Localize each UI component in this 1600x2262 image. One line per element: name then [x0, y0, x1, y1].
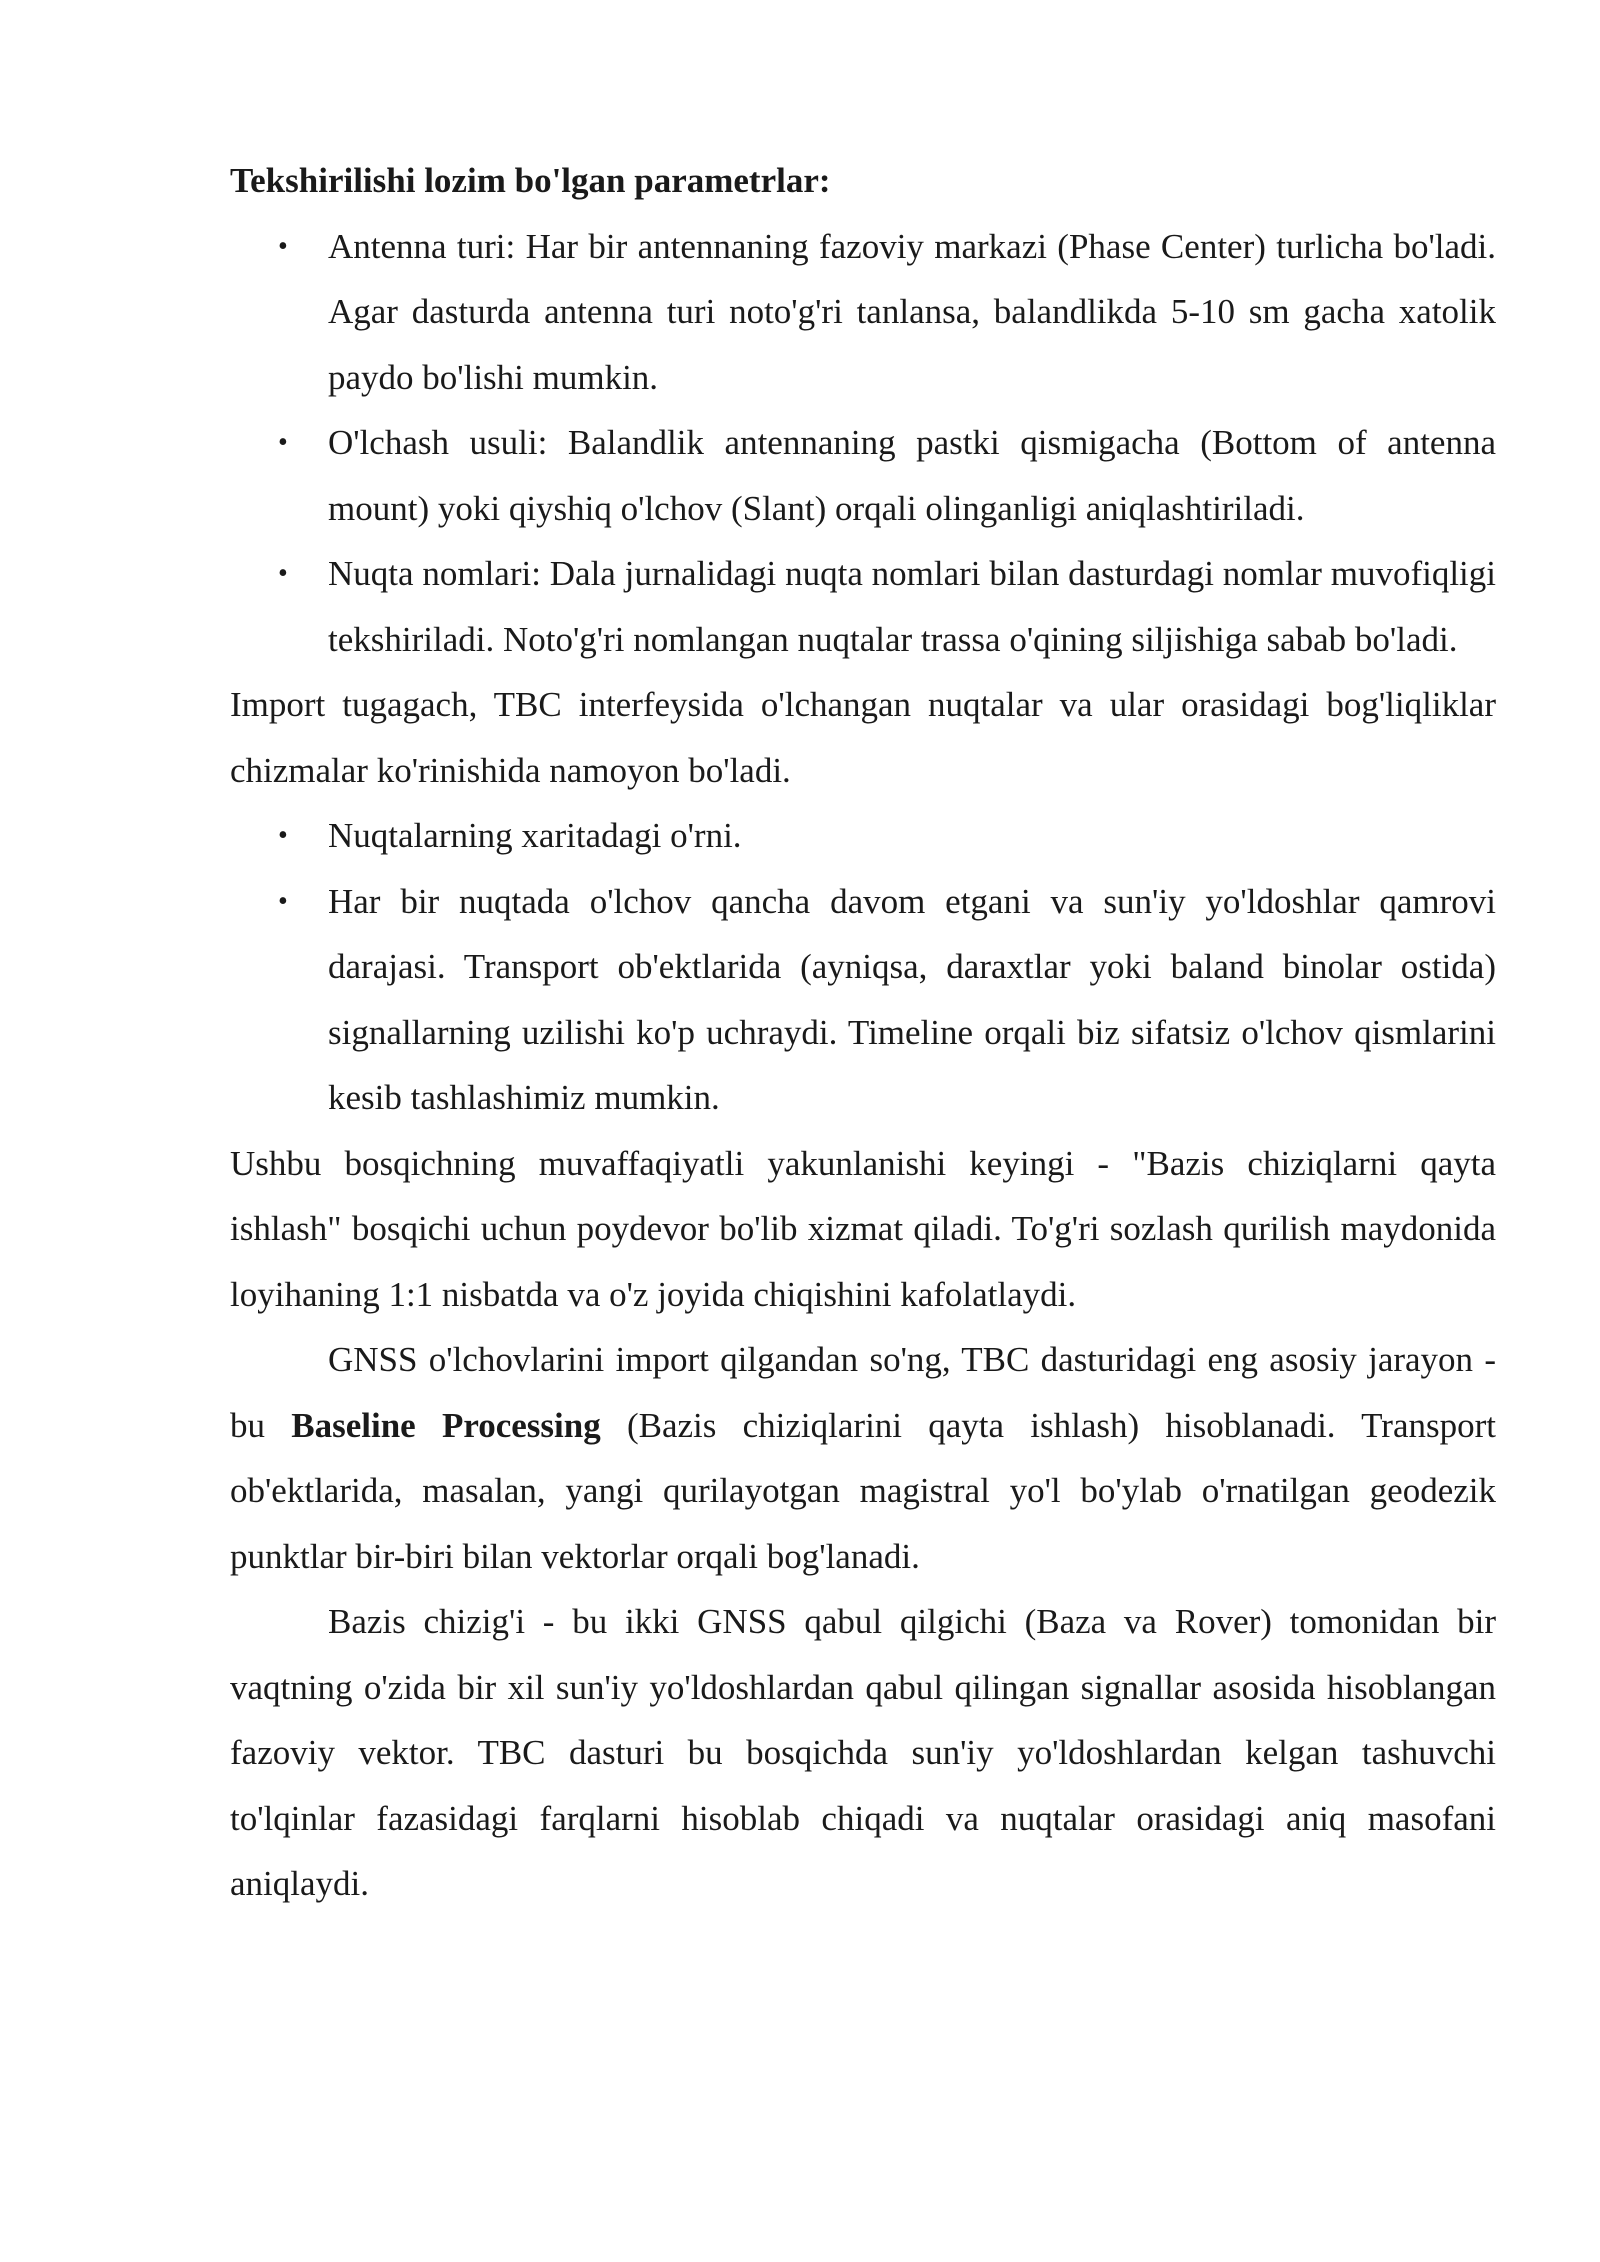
baseline-processing-term: Baseline Processing: [291, 1405, 601, 1445]
section-heading: Tekshirilishi lozim bo'lgan parametrlar:: [230, 161, 831, 200]
paragraph-stage: Ushbu bosqichning muvaffaqiyatli yakunlanishi keyingi - "Bazis chiziqlarni qayta ishlash" bosqichi uchun poydevor bo'lib xizmat qiladi. To'g'ri sozlash qurilish maydonida loyihaning 1:1 nisbatda va o'z joyida chiqishini kafolatlaydi.: [230, 1143, 1496, 1314]
bullet-icon: •: [278, 230, 288, 262]
list-item: [230, 803, 1496, 869]
bullet-icon: •: [278, 558, 288, 589]
list-item-text: Har bir nuqtada o'lchov qancha davom etgani va sun'iy yo'ldoshlar qamrovi darajasi. Transport ob'ektlarida (ayniqsa, daraxtlar yoki baland binolar ostida) signallarning uzilishi ko'p uchraydi. Timeline orqali biz sifatsiz o'lchov qismlarini kesib tashlashimiz mumkin.: [328, 881, 1496, 1117]
list-item: [230, 214, 1496, 411]
paragraph-gnss-before: GNSS o'lchovlarini import qilgandan so'ng, TBC dasturidagi eng asosiy jarayon - bu: [230, 1340, 1496, 1445]
paragraph-bazis: Bazis chizig'i - bu ikki GNSS qabul qilgichi (Baza va Rover) tomonidan bir vaqtning o'zida bir xil sun'iy yo'ldoshlardan qabul qilingan signallar asosida hisoblangan fazoviy vektor. TBC dasturi bu bosqichda sun'iy yo'ldoshlardan kelgan tashuvchi to'lqinlar fazasidagi farqlarni hisoblab chiqadi va nuqtalar orasidagi aniq masofani aniqlaydi.: [230, 1602, 1496, 1903]
parameter-list: [230, 214, 1496, 673]
document-page: [230, 148, 1496, 1917]
paragraph-gnss-after: (Bazis chiziqlarini qayta ishlash) hisoblanadi. Transport ob'ektlarida, masalan, yangi qurilayotgan magistral yo'l bo'ylab o'rnatilgan geodezik punktlar bir-biri bilan vektorlar orqali bog'lanadi.: [230, 1405, 1496, 1576]
list-item: [230, 541, 1496, 672]
paragraph-import: Import tugagach, TBC interfeysida o'lchangan nuqtalar va ular orasidagi bog'liqliklar chizmalar ko'rinishida namoyon bo'ladi.: [230, 685, 1496, 790]
bullet-icon: •: [278, 885, 288, 917]
list-item: [230, 410, 1496, 541]
paragraph-gnss: [230, 1327, 1496, 1589]
list-item-text: Nuqtalarning xaritadagi o'rni.: [328, 816, 742, 855]
list-item: [230, 869, 1496, 1131]
timeline-list: [230, 803, 1496, 1131]
list-item-text: Antenna turi: Har bir antennaning fazoviy markazi (Phase Center) turlicha bo'ladi. Agar dasturda antenna turi noto'g'ri tanlansa, balandlikda 5-10 sm gacha xatolik paydo bo'lishi mumkin.: [328, 226, 1496, 397]
bullet-icon: •: [278, 427, 288, 458]
list-item-text: Nuqta nomlari: Dala jurnalidagi nuqta nomlari bilan dasturdagi nomlar muvofiqligi tekshiriladi. Noto'g'ri nomlangan nuqtalar trassa o'qining siljishiga sabab bo'ladi.: [328, 554, 1496, 659]
bullet-icon: •: [278, 820, 288, 851]
list-item-text: O'lchash usuli: Balandlik antennaning pastki qismigacha (Bottom of antenna mount) yoki qiyshiq o'lchov (Slant) orqali olinganligi aniqlashtiriladi.: [328, 423, 1496, 528]
